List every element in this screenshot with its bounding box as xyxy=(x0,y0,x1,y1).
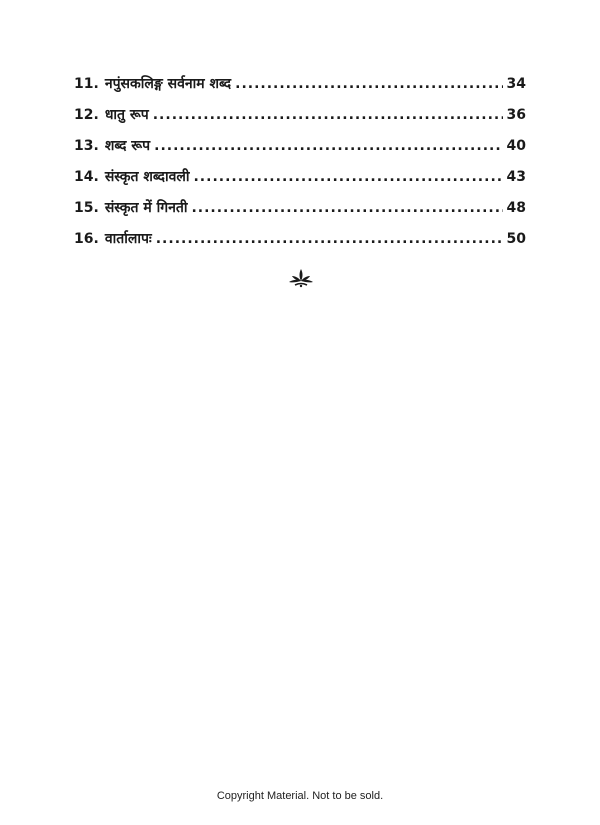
table-of-contents xyxy=(74,74,526,260)
toc-entry-page: 48 xyxy=(506,200,526,216)
toc-entry[interactable] xyxy=(74,229,526,260)
toc-entry-number: 16. xyxy=(74,231,99,247)
toc-entry-number: 15. xyxy=(74,200,99,216)
dot-leader xyxy=(153,107,503,123)
toc-entry[interactable] xyxy=(74,105,526,136)
toc-entry-page: 34 xyxy=(506,76,526,92)
toc-entry-title: नपुंसकलिङ्ग सर्वनाम शब्द xyxy=(104,76,232,92)
toc-entry-number: 13. xyxy=(74,138,99,154)
toc-entry-title: वार्तालापः xyxy=(104,231,152,247)
dot-leader xyxy=(193,169,502,185)
toc-entry[interactable] xyxy=(74,136,526,167)
toc-entry[interactable] xyxy=(74,74,526,105)
toc-entry-number: 11. xyxy=(74,76,99,92)
toc-entry-number: 14. xyxy=(74,169,99,185)
dot-leader xyxy=(156,231,503,247)
toc-entry[interactable] xyxy=(74,198,526,229)
toc-entry-title: शब्द रूप xyxy=(104,138,151,154)
toc-entry-title: धातु रूप xyxy=(104,107,149,123)
copyright-footer: Copyright Material. Not to be sold. xyxy=(216,790,384,802)
lotus-ornament-icon xyxy=(288,268,314,288)
toc-entry-page: 40 xyxy=(506,138,526,154)
toc-entry[interactable] xyxy=(74,167,526,198)
toc-entry-number: 12. xyxy=(74,107,99,123)
dot-leader xyxy=(154,138,502,154)
toc-entry-page: 36 xyxy=(506,107,526,123)
toc-entry-page: 43 xyxy=(506,169,526,185)
toc-entry-page: 50 xyxy=(506,231,526,247)
dot-leader xyxy=(235,76,502,92)
toc-entry-title: संस्कृत शब्दावली xyxy=(104,169,190,185)
toc-entry-title: संस्कृत में गिनती xyxy=(104,200,188,216)
dot-leader xyxy=(191,200,502,216)
